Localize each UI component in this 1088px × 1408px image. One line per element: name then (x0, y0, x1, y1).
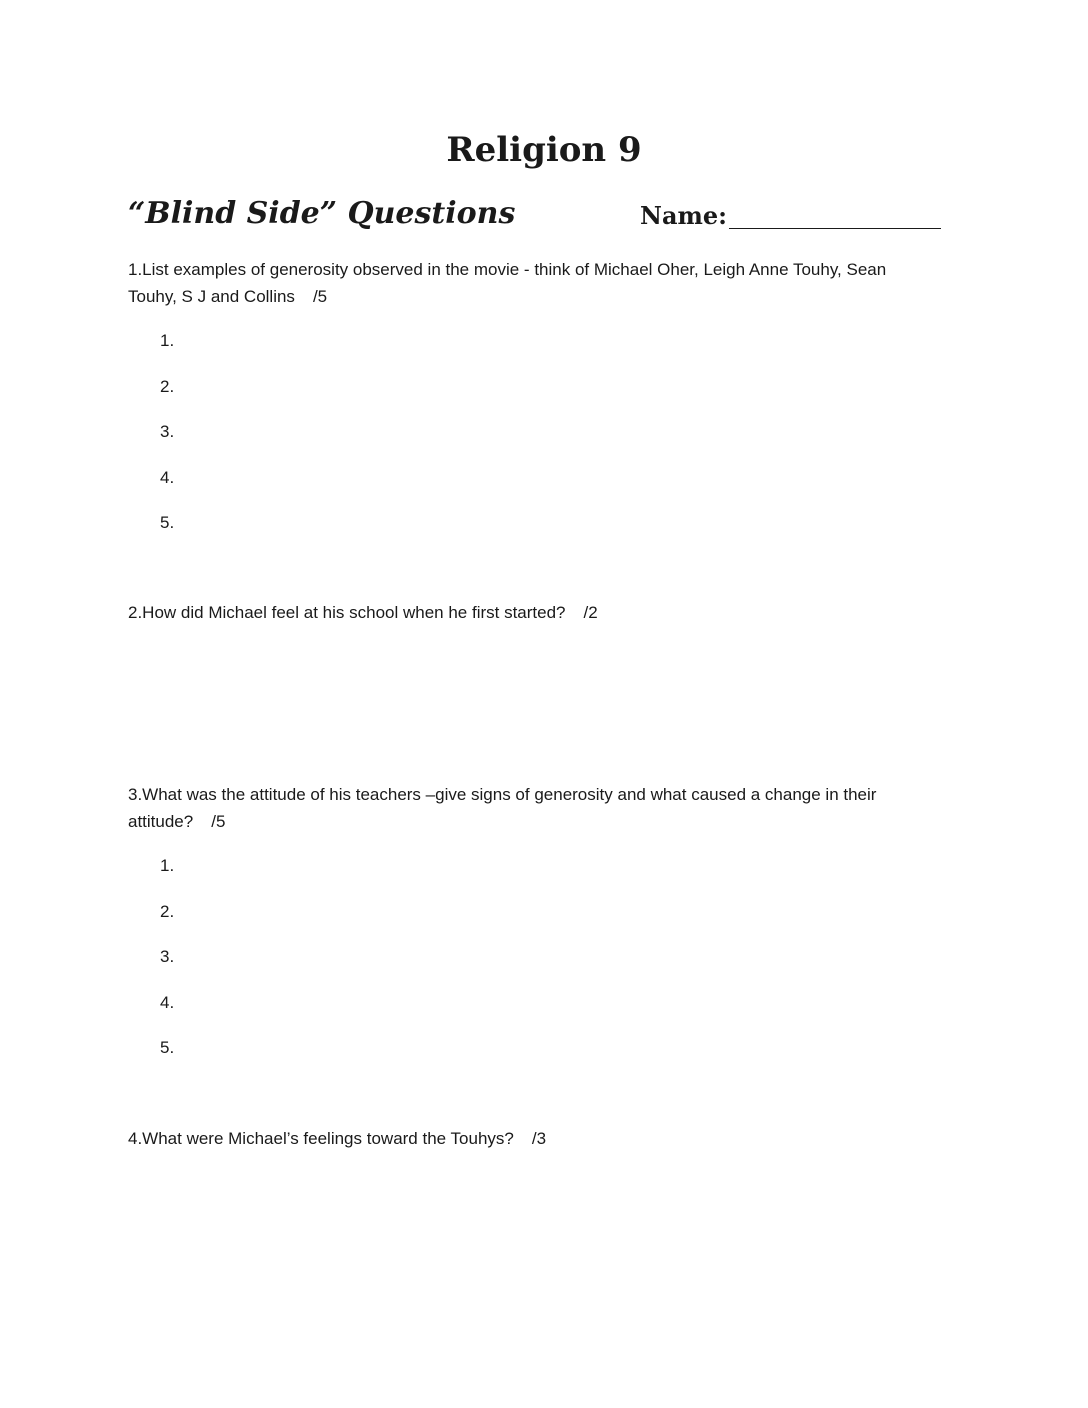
answer-line[interactable]: 5. (160, 513, 175, 532)
answer-line[interactable]: 3. (160, 422, 175, 441)
name-label: Name: (640, 201, 728, 230)
answer-line[interactable]: 2. (160, 901, 175, 921)
question-1-marks: /5 (312, 287, 328, 306)
question-2 (128, 599, 928, 626)
page-title: Religion 9 (446, 130, 642, 170)
question-3-marks: /5 (211, 812, 226, 831)
question-2-marks: /2 (583, 603, 598, 622)
answer-line[interactable]: 1. (160, 331, 175, 350)
question-4 (128, 1125, 928, 1152)
answer-line[interactable]: 4. (160, 992, 175, 1012)
question-3 (128, 781, 928, 835)
answer-line[interactable]: 3. (160, 947, 175, 966)
answer-line[interactable]: 1. (160, 856, 175, 875)
answer-line[interactable]: 2. (160, 376, 175, 396)
question-2-text: 2.How did Michael feel at his school when he first started? (128, 603, 566, 622)
question-3-answer-list (160, 855, 174, 1083)
name-blank-line[interactable] (729, 200, 941, 229)
question-1-text: 1.List examples of generosity observed in the movie - think of Michael Oher, Leigh Anne Touhy, Sean Touhy, S J and Collins (128, 260, 887, 306)
question-1-answer-list (160, 330, 174, 558)
question-4-text: 4.What were Michael’s feelings toward the Touhys? (128, 1129, 514, 1148)
answer-line[interactable]: 5. (160, 1038, 175, 1057)
question-1 (128, 256, 928, 310)
question-4-marks: /3 (531, 1129, 547, 1148)
answer-line[interactable]: 4. (160, 467, 175, 487)
question-3-text: 3.What was the attitude of his teachers –give signs of generosity and what caused a change in their attitude? (128, 785, 877, 831)
worksheet-subtitle: “Blind Side” Questions (128, 196, 516, 231)
name-field (640, 200, 941, 232)
